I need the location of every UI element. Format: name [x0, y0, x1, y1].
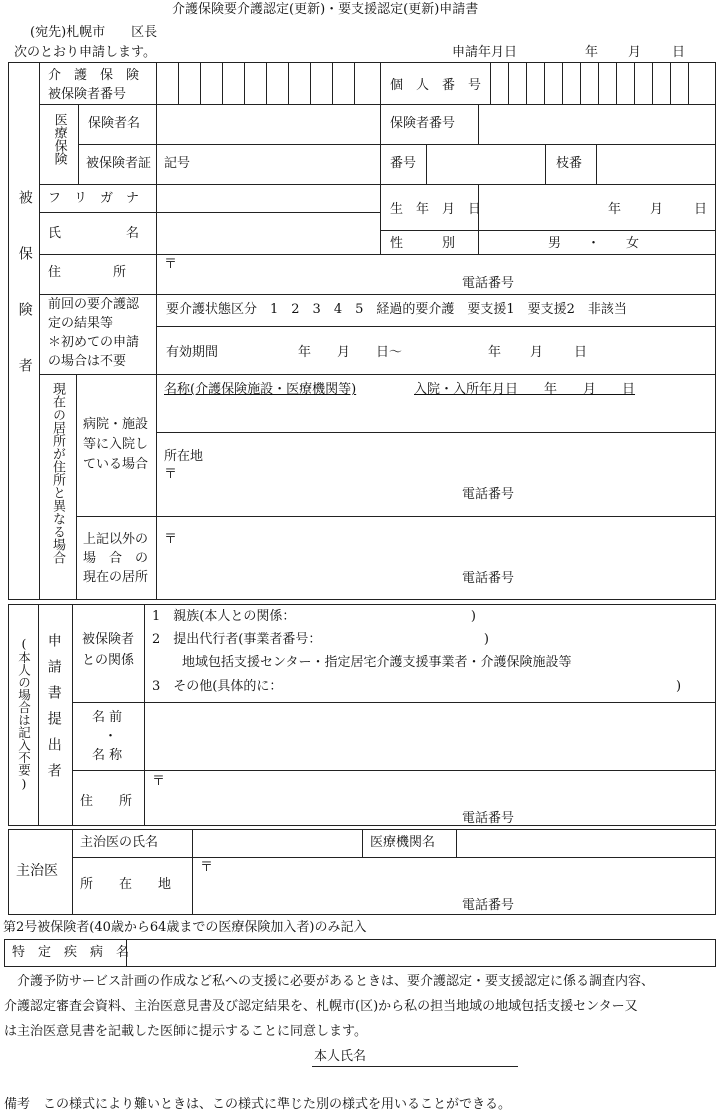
furigana-input[interactable]: [157, 185, 380, 211]
validity-period-label: 有効期間: [166, 345, 219, 360]
facility-address-input[interactable]: [180, 466, 710, 510]
insurance-card-label: 被保険者証: [86, 156, 152, 171]
applicant-postal-mark: 〒: [152, 774, 166, 789]
previous-result-label-4: の場合は不要: [48, 354, 127, 369]
consent-line-1: 介護予防サービス計画の作成など私への支援に必要があるときは、要介護認定・要支援認定に係る調査内容、: [4, 974, 655, 989]
application-year-input[interactable]: [530, 42, 580, 62]
name-label: 氏 名: [48, 226, 140, 241]
applicant-name-input[interactable]: [145, 703, 715, 769]
form-title: 介護保険要介護認定(更新)・要支援認定(更新)申請書: [172, 2, 479, 17]
agent-detail: 地域包括支援センター・指定居宅介護支援事業者・介護保険施設等: [182, 655, 572, 670]
birth-day-unit: 日: [694, 202, 708, 217]
card-number-input[interactable]: [427, 145, 545, 183]
facility-name-input[interactable]: [160, 400, 710, 430]
disease-input[interactable]: [127, 940, 715, 966]
card-number-label: 番号: [390, 156, 417, 171]
remarks: 備考 この様式により難いときは、この様式に準じた別の様式を用いることができる。: [4, 1097, 512, 1112]
other-residence-label-2: 場 合 の: [83, 551, 149, 566]
doctor-name-label: 主治医の氏名: [80, 835, 159, 850]
care-level-options[interactable]: 要介護状態区分 1 2 3 4 5 経過的要介護 要支援1 要支援2 非該当: [166, 302, 627, 317]
insured-name-input[interactable]: [157, 213, 380, 253]
doctor-name-input[interactable]: [193, 830, 361, 856]
insured-address-input[interactable]: [180, 256, 710, 292]
consent-line-3: は主治医意見書を記載した医師に提示することに同意します。: [4, 1024, 367, 1039]
other-postal-mark: 〒: [164, 532, 178, 547]
birth-date-input[interactable]: [479, 185, 715, 229]
doctor-postal-mark: 〒: [200, 860, 214, 875]
hospital-label-3: ている場合: [83, 457, 149, 472]
validity-end-day-unit: 日: [574, 345, 588, 360]
previous-result-label-1: 前回の要介護認: [48, 297, 140, 312]
disease-label: 特 定 疾 病 名: [12, 945, 130, 960]
relation-label-2: との関係: [82, 653, 135, 668]
relation-label-1: 被保険者: [82, 632, 135, 647]
birth-date-label: 生 年 月 日: [390, 202, 482, 217]
my-number-label: 個 人 番 号: [390, 78, 482, 93]
applicant-phone-label: 電話番号: [462, 811, 515, 826]
other-residence-label-1: 上記以外の: [83, 532, 149, 547]
other-residence-input[interactable]: [180, 530, 710, 594]
admission-date-label: 入院・入所年月日 年 月 日: [414, 382, 636, 397]
previous-result-label-2: 定の結果等: [48, 316, 114, 331]
insurer-name-label: 保険者名: [88, 116, 141, 131]
validity-end-year-unit: 年: [488, 345, 502, 360]
applicant-note: (本人の場合は記入不要): [16, 636, 32, 791]
relation-option-agent[interactable]: 2 提出代行者(事業者番号： ): [152, 632, 489, 647]
applicant-address-label: 住 所: [80, 794, 133, 809]
facility-phone-label: 電話番号: [462, 487, 515, 502]
card-branch-input[interactable]: [597, 145, 715, 183]
year-unit: 年: [585, 45, 599, 60]
residence-different-label: 現在の居所が住所と異なる場合: [50, 382, 65, 564]
hospital-label-2: 等に入院し: [83, 437, 149, 452]
facility-postal-mark: 〒: [164, 467, 178, 482]
card-symbol-input[interactable]: [200, 145, 380, 183]
other-phone-label: 電話番号: [462, 571, 515, 586]
applicant-name-label-3: 名 称: [92, 748, 123, 763]
facility-location-label: 所在地: [164, 449, 204, 464]
consent-line-2: 介護認定審査会資料、主治医意見書及び認定結果を、札幌市(区)から私の担当地域の地域包括支援センター又: [4, 999, 638, 1014]
insurer-number-input[interactable]: [479, 105, 715, 143]
address-label: 住 所: [48, 265, 127, 280]
applicant-address-input[interactable]: [168, 773, 708, 826]
applicant-name-label-1: 名 前: [92, 710, 123, 725]
insurer-number-label: 保険者番号: [390, 116, 456, 131]
signature-input[interactable]: [380, 1046, 518, 1066]
insured-section-label: 被保険者: [16, 190, 33, 414]
relation-option-family[interactable]: 1 親族(本人との関係： ): [152, 609, 476, 624]
medical-insurance-label: 医療保険: [51, 113, 67, 165]
my-number-input[interactable]: [491, 63, 715, 103]
disease-note: 第2号被保険者(40歳から64歳までの医療保険加入者)のみ記入: [3, 920, 367, 935]
intro-text: 次のとおり申請します。: [14, 45, 156, 60]
applicant-section-label: 申請書提出者: [45, 633, 62, 789]
doctor-section-label: 主治医: [16, 863, 58, 879]
institution-input[interactable]: [457, 830, 715, 856]
relation-other-close: ): [676, 679, 682, 694]
applicant-name-label-2: ・: [104, 729, 118, 744]
validity-end-month-unit: 月: [530, 345, 544, 360]
card-symbol-label: 記号: [164, 156, 191, 171]
birth-year-unit: 年: [608, 202, 622, 217]
birth-month-unit: 月: [650, 202, 664, 217]
card-branch-label: 枝番: [556, 156, 583, 171]
relation-option-other[interactable]: 3 その他(具体的に：: [152, 679, 283, 694]
application-date-label: 申請年月日: [452, 45, 518, 60]
insurer-name-input[interactable]: [157, 105, 380, 143]
previous-result-label-3: ＊初めての申請: [48, 335, 140, 350]
hospital-label-1: 病院・施設: [83, 417, 149, 432]
validity-start[interactable]: 年 月 日～: [298, 345, 403, 360]
month-unit: 月: [628, 45, 642, 60]
other-residence-label-3: 現在の居所: [83, 570, 149, 585]
institution-label: 医療機関名: [370, 835, 436, 850]
sex-label: 性 別: [390, 236, 456, 251]
sex-options[interactable]: 男 ・ 女: [548, 236, 640, 251]
doctor-location-label: 所 在 地: [80, 877, 172, 892]
facility-name-label: 名称(介護保険施設・医療機関等): [164, 382, 357, 397]
care-number-label-1: 介 護 保 険: [48, 68, 140, 83]
signature-label: 本人氏名: [314, 1049, 367, 1064]
day-unit: 日: [672, 45, 686, 60]
postal-mark: 〒: [164, 257, 178, 272]
care-number-label-2: 被保険者番号: [48, 87, 127, 102]
furigana-label: フ リ ガ ナ: [48, 191, 140, 206]
insured-phone-label: 電話番号: [462, 276, 515, 291]
care-insurance-number-input[interactable]: [157, 63, 380, 103]
doctor-phone-label: 電話番号: [462, 898, 515, 913]
addressee: (宛先)札幌市 区長: [30, 25, 158, 40]
